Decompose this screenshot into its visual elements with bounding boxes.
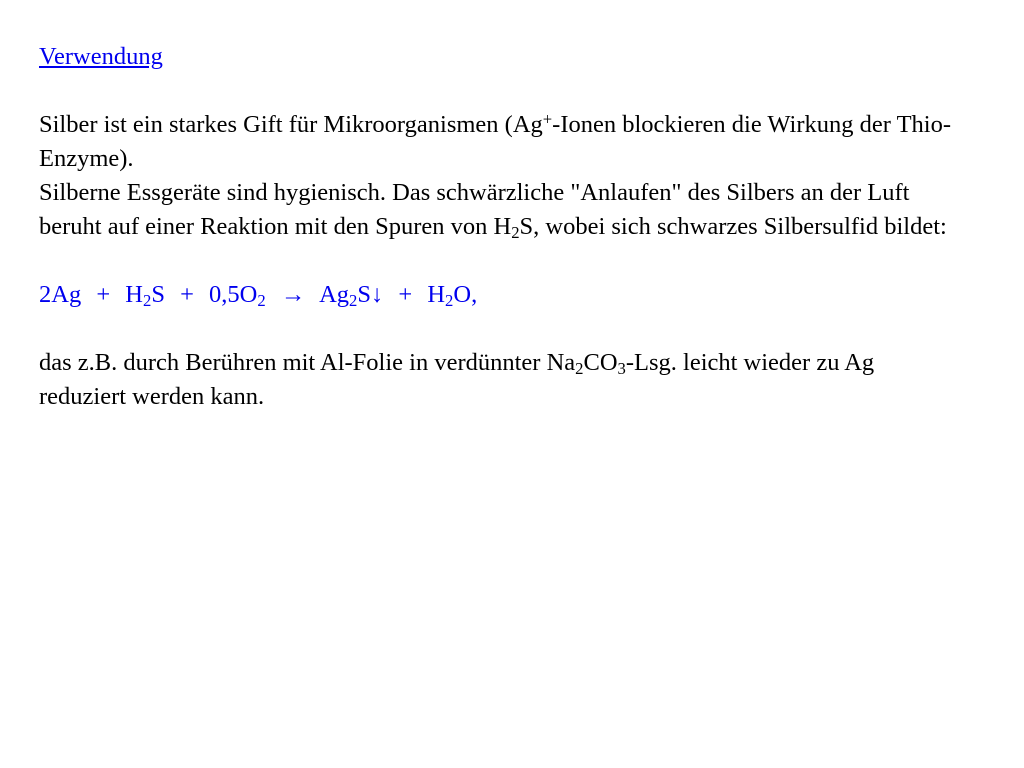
paragraph-toxicity-text-2: -Ionen blockieren die Wirkung der Thio-Enzyme). <box>39 111 952 172</box>
paragraph-tarnish <box>39 176 959 244</box>
subscript: 3 <box>617 359 626 379</box>
product-silver-sulfide: $Ag_2S↓$ <box>319 281 384 311</box>
plus-sign: + <box>96 281 111 308</box>
subscript: 2 <box>511 223 520 243</box>
reactant-oxygen: $0,5O_2$ <box>209 281 266 311</box>
paragraph-reduction-text-3: -Lsg. leicht wieder zu Ag reduziert werden kann. <box>39 349 875 410</box>
subscript: 2 <box>575 359 584 379</box>
ion-charge: + <box>542 109 553 129</box>
reactant-silver: 2Ag <box>39 281 82 308</box>
paragraph-tarnish-text-2: S, wobei sich schwarzes Silbersulfid bildet: <box>519 213 947 240</box>
paragraph-toxicity <box>39 108 959 176</box>
paragraph-reduction-text-1: das z.B. durch Berühren mit Al-Folie in verdünnter Na <box>39 349 576 376</box>
slide-content <box>39 40 959 414</box>
paragraph-toxicity-text-1: Silber ist ein starkes Gift für Mikroorganismen (Ag <box>39 111 543 138</box>
reactant-hydrogen-sulfide: $H_2S$ <box>125 281 165 311</box>
paragraph-reduction-text-2: CO <box>583 349 618 376</box>
intro-paragraphs <box>39 108 959 244</box>
paragraph-tarnish-text-1: Silberne Essgeräte sind hygienisch. Das schwärzliche "Anlaufen" des Silbers an der Luft beruht auf einer Reaktion mit den Spuren von H <box>39 179 910 240</box>
plus-sign: + <box>398 281 413 308</box>
reaction-equation <box>39 278 959 312</box>
product-water: $H_2O$, <box>427 281 478 311</box>
reaction-arrow-icon: → <box>280 281 306 308</box>
section-heading-link[interactable]: Verwendung <box>39 43 163 70</box>
paragraph-reduction <box>39 346 959 414</box>
plus-sign: + <box>180 281 194 308</box>
